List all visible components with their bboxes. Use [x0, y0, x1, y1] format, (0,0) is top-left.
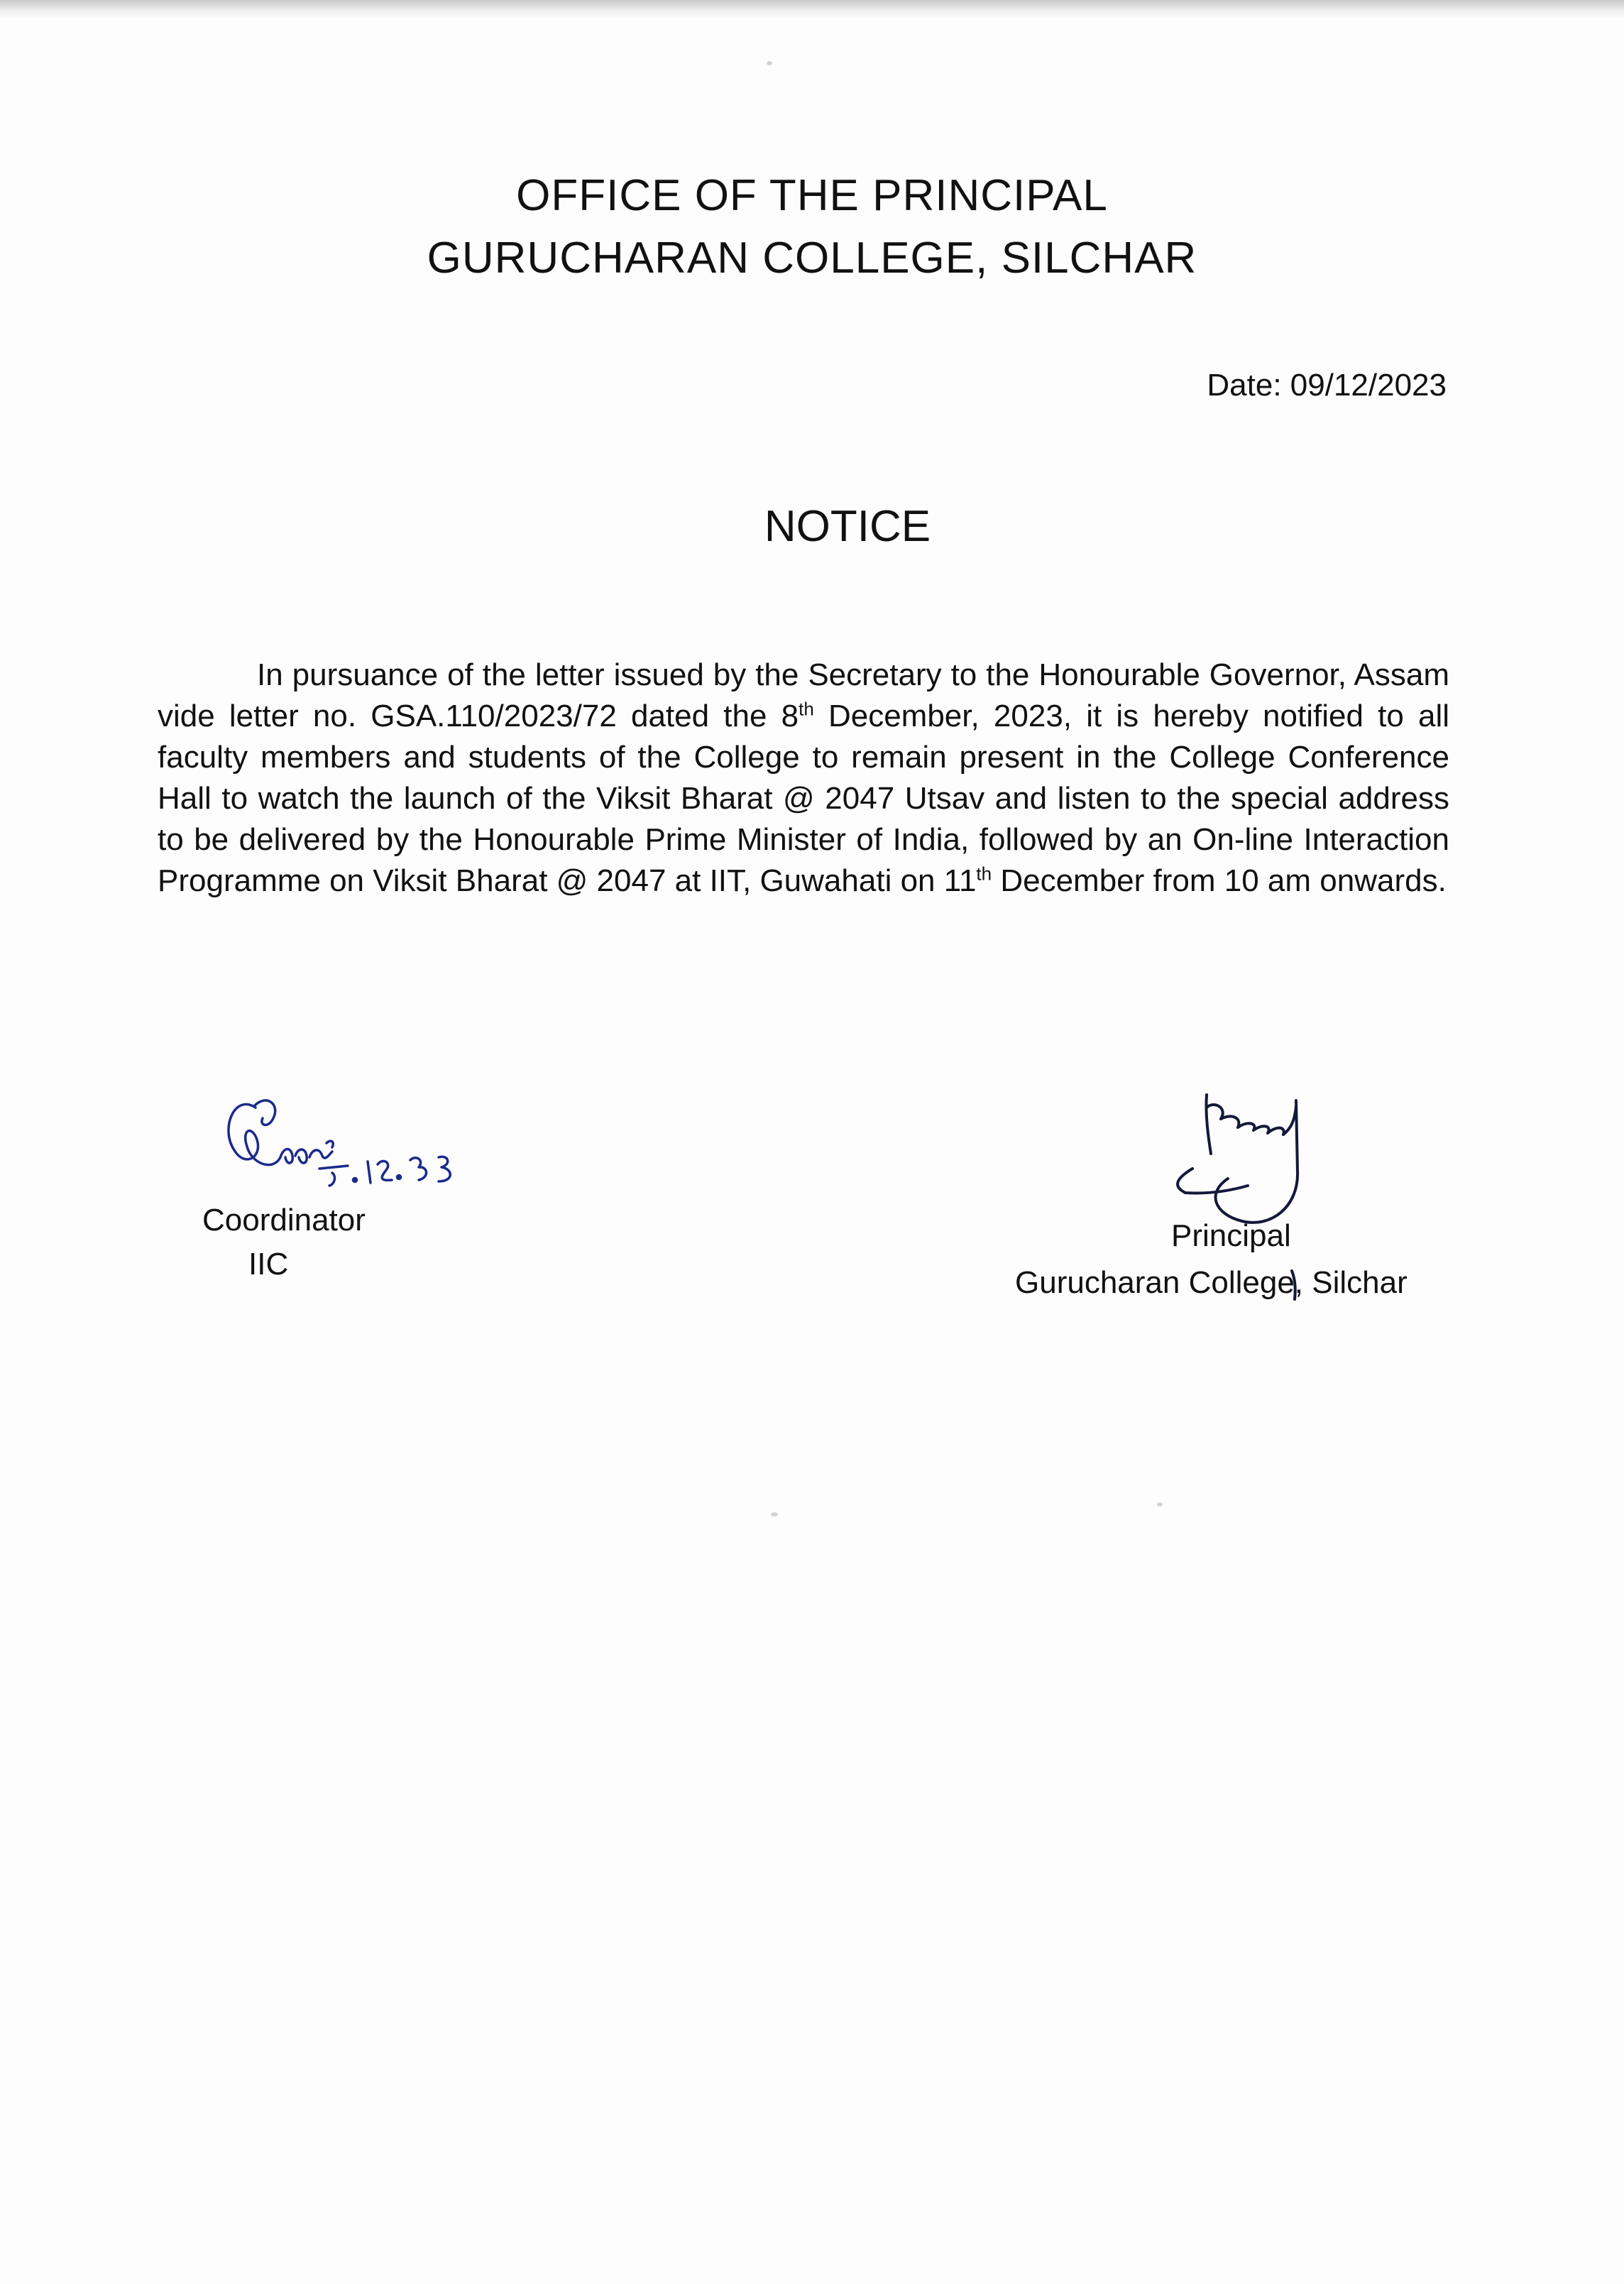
scan-speck [771, 1512, 778, 1517]
body-text-part-1: In pursuance of the letter issued by the Secretary to the Honourable Governor, Assam vide letter no. GSA.110/2023/72 dated the 8 [158, 657, 1449, 733]
notice-date: Date: 09/12/2023 [1207, 368, 1447, 403]
body-text-part-3: December from 10 am onwards. [992, 863, 1447, 898]
coordinator-title: Coordinator [202, 1203, 366, 1237]
coordinator-subtitle: IIC [248, 1247, 289, 1282]
scan-speck [767, 61, 772, 65]
notice-body [158, 655, 1449, 902]
body-text-part-2: December, 2023, it is hereby notified to all faculty members and students of the College to remain present in the College Conference Hall to watch the launch of the Viksit Bharat @ 2047 Utsav and listen to the special address to be delivered by the Honourable Prime Minister of India, followed by an On-line Interaction Programme on Viksit Bharat @ 2047 at IIT, Guwahati on 11 [158, 699, 1449, 898]
scan-edge-shadow [0, 0, 1624, 18]
office-heading: OFFICE OF THE PRINCIPAL [516, 171, 1108, 220]
notice-title: NOTICE [764, 502, 931, 551]
scan-speck [1157, 1502, 1163, 1507]
coordinator-signature [213, 1086, 468, 1214]
ordinal-suffix-2: th [976, 863, 992, 885]
ordinal-suffix-1: th [799, 698, 814, 720]
principal-title: Principal [1171, 1218, 1291, 1253]
principal-subtitle: Gurucharan College, Silchar [1015, 1265, 1408, 1300]
college-heading: GURUCHARAN COLLEGE, SILCHAR [427, 234, 1197, 283]
